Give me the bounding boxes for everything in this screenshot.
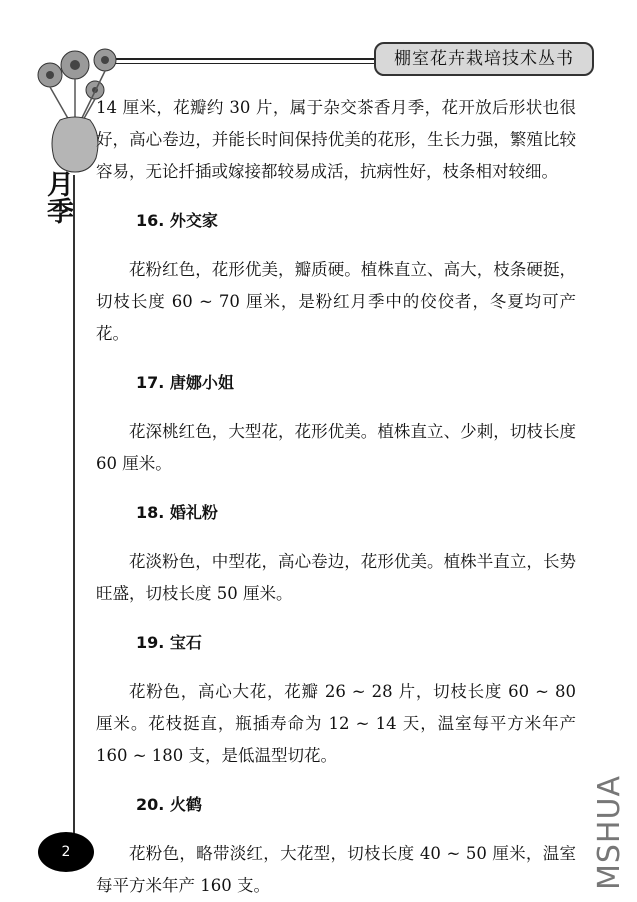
item-heading: 16. 外交家 — [136, 211, 218, 230]
header-rule — [112, 58, 374, 60]
item-heading: 19. 宝石 — [136, 633, 202, 652]
watermark: MSHUA — [592, 775, 627, 890]
item-description: 花粉红色，花形优美，瓣质硬。植株直立、高大，枝条硬挺，切枝长度 60 ~ 70 厘米，是粉红月季中的佼佼者，冬夏均可产花。 — [96, 260, 576, 343]
item-description: 花淡粉色，中型花，高心卷边，花形优美。植株半直立，长势旺盛，切枝长度 50 厘米。 — [96, 552, 576, 603]
item-description: 花粉色，高心大花，花瓣 26 ~ 28 片，切枝长度 60 ~ 80 厘米。花枝挺直，瓶插寿命为 12 ~ 14 天，温室每平方米年产 160 ~ 180 支，是低温型切花。 — [96, 682, 576, 765]
item-heading: 20. 火鹤 — [136, 795, 202, 814]
header-rule-thin — [112, 63, 374, 64]
series-title: 棚室花卉栽培技术丛书 — [374, 42, 594, 76]
item-heading: 17. 唐娜小姐 — [136, 373, 234, 392]
vertical-rule — [73, 175, 75, 840]
page-number-badge: 2 — [38, 832, 94, 872]
side-section-title: 月季 — [42, 170, 73, 224]
item-description: 花深桃红色，大型花，花形优美。植株直立、少刺，切枝长度 60 厘米。 — [96, 422, 576, 473]
intro-paragraph: 14 厘米，花瓣约 30 片，属于杂交茶香月季，花开放后形状也很好，高心卷边，并能长时间保持优美的花形，生长力强，繁殖比较容易，无论扦插或嫁接都较易成活，抗病性好，枝条相对较细。 — [96, 98, 576, 181]
item-heading: 18. 婚礼粉 — [136, 503, 218, 522]
item-description: 花粉色，略带淡红，大花型，切枝长度 40 ~ 50 厘米，温室每平方米年产 160 支。 — [96, 844, 576, 895]
page-content — [96, 92, 576, 902]
